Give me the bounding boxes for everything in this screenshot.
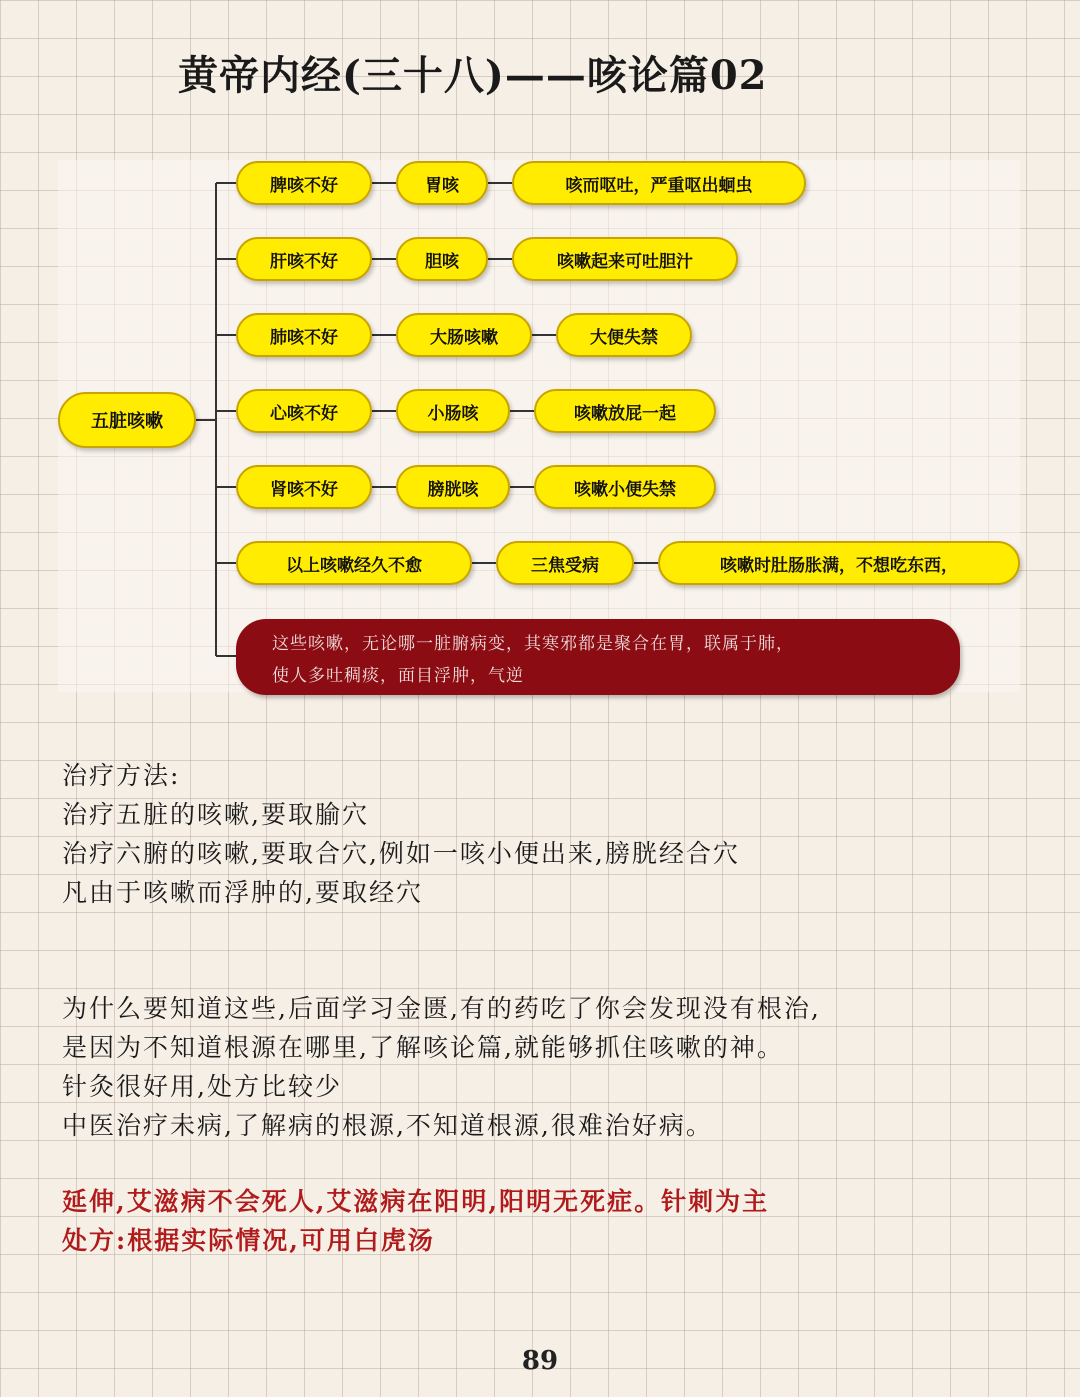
organ-node: 肾咳不好 [236,465,372,509]
extension-section [62,1182,769,1260]
cough-node: 胆咳 [396,237,488,281]
cough-node: 胃咳 [396,161,488,205]
symptom-node: 咳嗽起来可吐胆汁 [512,237,738,281]
symptom-node: 咳嗽小便失禁 [534,465,716,509]
extension-line: 处方:根据实际情况,可用白虎汤 [62,1226,435,1255]
explanation-line: 针灸很好用,处方比较少 [62,1072,342,1101]
treatment-line: 凡由于咳嗽而浮肿的,要取经穴 [62,878,423,907]
explanation-section [62,989,821,1145]
cough-node: 膀胱咳 [396,465,510,509]
organ-node: 以上咳嗽经久不愈 [236,541,472,585]
organ-node: 肝咳不好 [236,237,372,281]
note-line: 使人多吐稠痰，面目浮肿，气逆 [272,666,524,686]
symptom-node: 大便失禁 [556,313,692,357]
organ-node: 肺咳不好 [236,313,372,357]
cough-node: 小肠咳 [396,389,510,433]
explanation-line: 是因为不知道根源在哪里,了解咳论篇,就能够抓住咳嗽的神。 [62,1033,784,1062]
treatment-line: 治疗五脏的咳嗽,要取腧穴 [62,800,369,829]
cough-node: 大肠咳嗽 [396,313,532,357]
organ-node: 心咳不好 [236,389,372,433]
explanation-line: 为什么要知道这些,后面学习金匮,有的药吃了你会发现没有根治, [62,994,821,1023]
symptom-node: 咳而呕吐，严重呕出蛔虫 [512,161,806,205]
treatment-section [62,756,740,912]
treatment-line: 治疗六腑的咳嗽,要取合穴,例如一咳小便出来,膀胱经合穴 [62,839,740,868]
symptom-node: 咳嗽放屁一起 [534,389,716,433]
explanation-line: 中医治疗未病,了解病的根源,不知道根源,很难治好病。 [62,1111,713,1140]
mindmap-root: 五脏咳嗽 [58,392,196,448]
note-line: 这些咳嗽，无论哪一脏腑病变，其寒邪都是聚合在胃，联属于肺， [272,634,794,654]
organ-node: 脾咳不好 [236,161,372,205]
treatment-heading: 治疗方法: [62,761,181,790]
extension-line: 延伸,艾滋病不会死人,艾滋病在阳明,阳明无死症。针刺为主 [62,1187,770,1216]
page-number: 89 [521,1346,559,1376]
summary-note [236,619,960,695]
cough-node: 三焦受病 [496,541,634,585]
symptom-node: 咳嗽时肚肠胀满，不想吃东西， [658,541,1020,585]
page-title: 黄帝内经(三十八)——咳论篇02 [178,52,768,99]
